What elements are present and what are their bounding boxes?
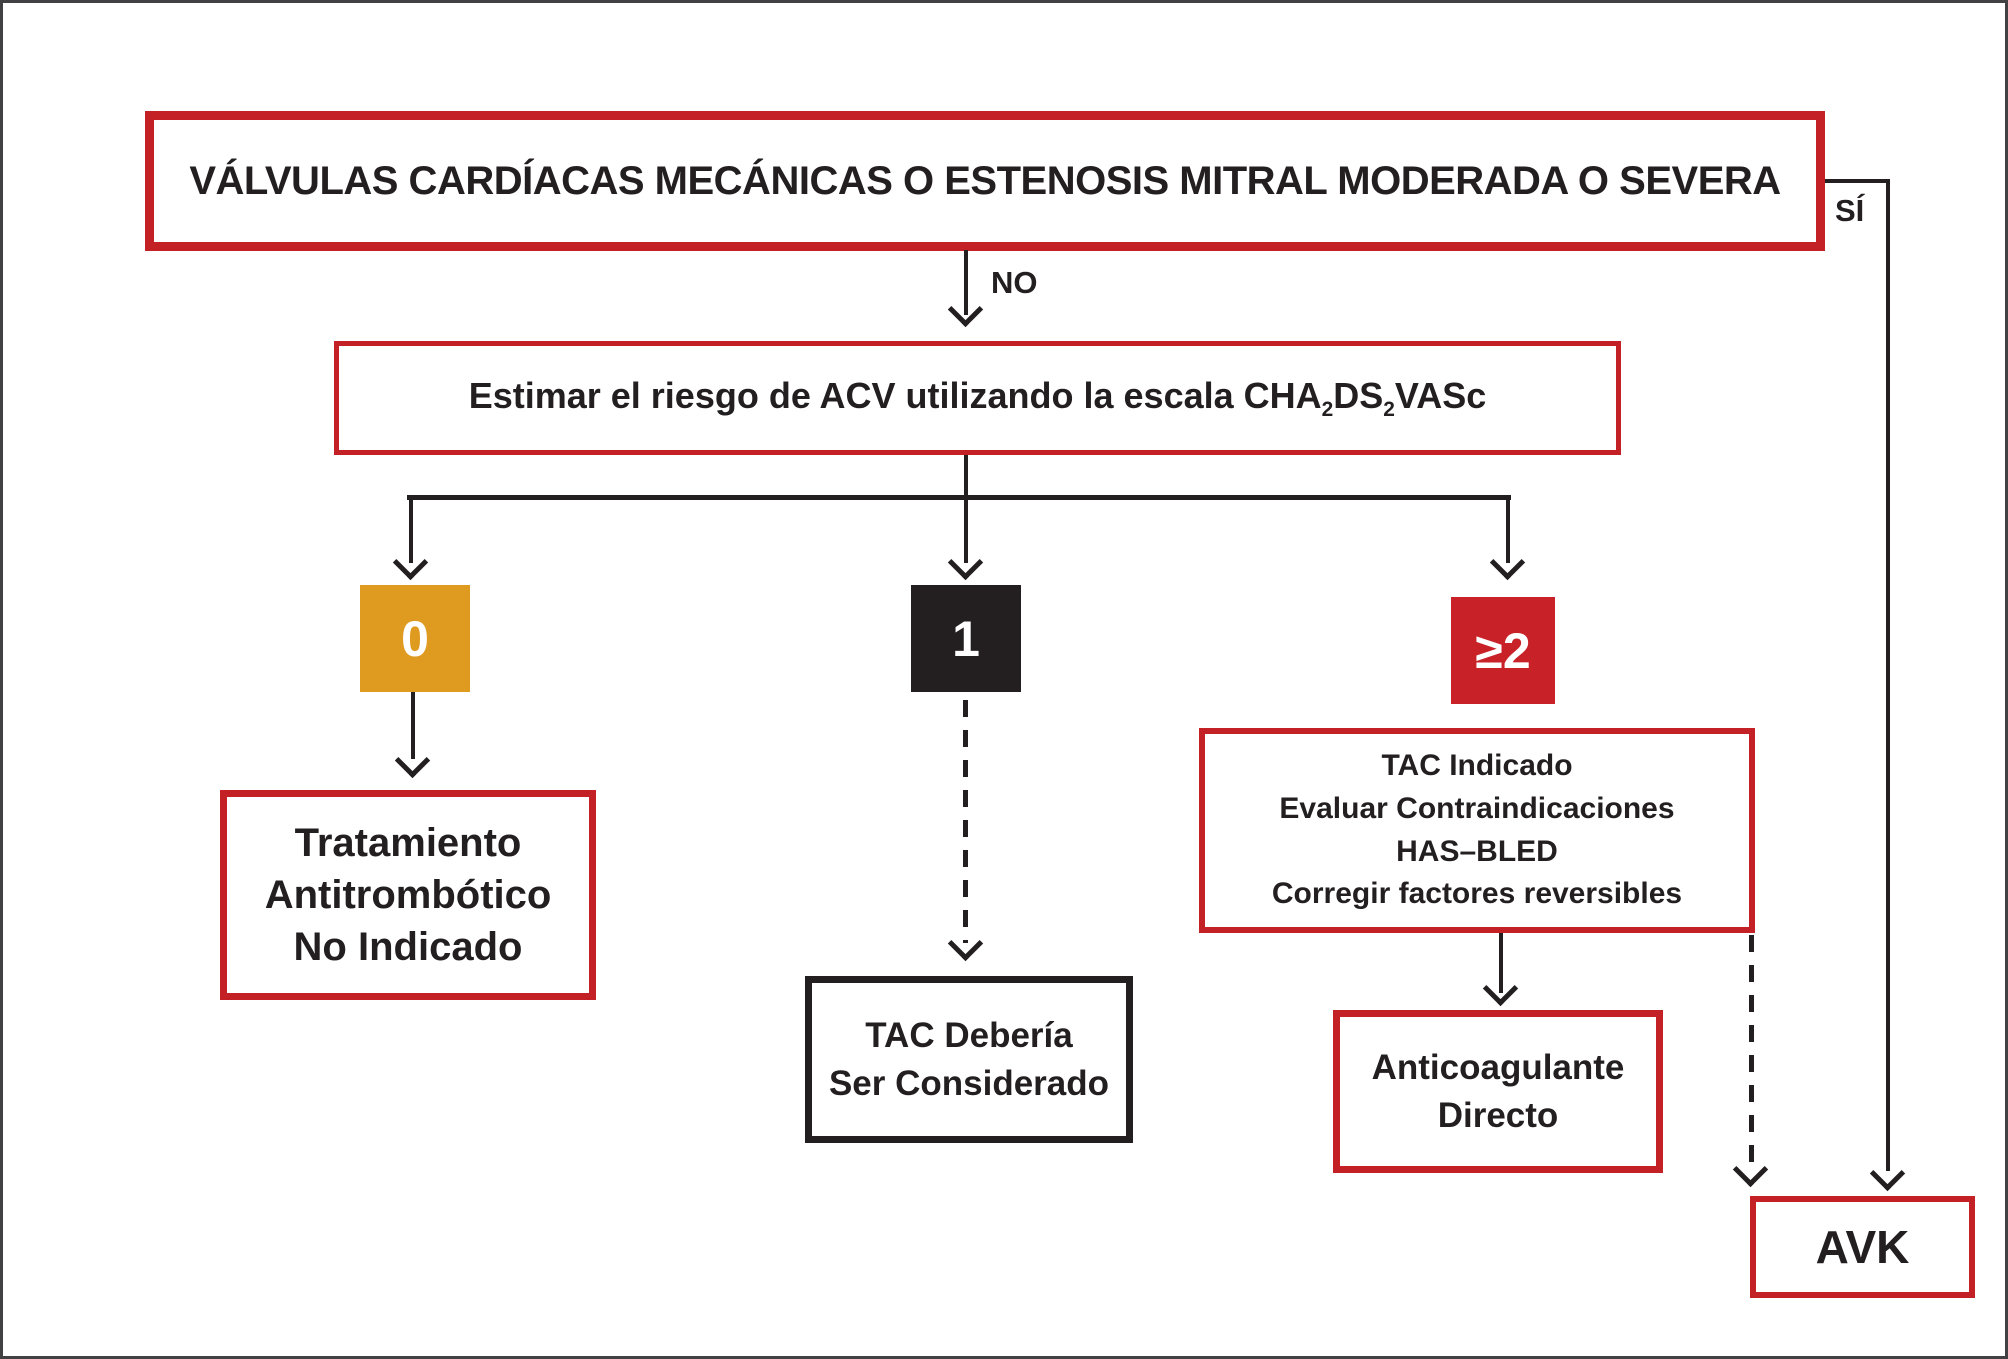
node-tratamiento-line1: Tratamiento: [294, 821, 522, 865]
node-estimar-label: Estimar el riesgo de ACV utilizando la escala $CHA_2DS_2VASc$: [468, 374, 1487, 421]
node-estimar: [334, 341, 1621, 455]
node-tac-deberia: [805, 976, 1133, 1143]
edge-score1-dashed-line: [963, 700, 968, 943]
node-tac-deberia-line2: Ser Considerado: [828, 1063, 1110, 1103]
edge-branch-right-arrowhead-icon: [1490, 545, 1525, 580]
edge-tacindicado-arrowhead-icon: [1483, 971, 1518, 1006]
node-avk-label: AVK: [1815, 1221, 1910, 1273]
node-tac-indicado: [1199, 728, 1755, 933]
edge-no-arrowhead-icon: [948, 292, 983, 327]
node-score-1-label: 1: [952, 610, 980, 667]
node-score-1: [911, 585, 1021, 692]
node-avk: [1750, 1196, 1975, 1298]
edge-score1-arrowhead-icon: [948, 926, 983, 961]
node-score-0: [360, 585, 470, 692]
edge-tacindicado-avk-arrowhead-icon: [1733, 1152, 1768, 1187]
node-score-2: [1451, 597, 1555, 704]
node-tratamiento-line2: Antitrombótico: [264, 873, 552, 917]
node-anticoagulante-line1: Anticoagulante: [1371, 1048, 1625, 1088]
node-tac-indicado-line2: Evaluar Contraindicaciones: [1279, 791, 1675, 825]
edge-branch-left-arrowhead-icon: [393, 545, 428, 580]
edge-si-horizontal-line: [1825, 179, 1890, 183]
edge-no-label: NO: [991, 265, 1038, 300]
node-valvulas-label: VÁLVULAS CARDÍACAS MECÁNICAS O ESTENOSIS MITRAL MODERADA O SEVERA: [189, 158, 1781, 203]
node-tratamiento: [220, 790, 596, 1000]
edge-si-arrowhead-icon: [1870, 1156, 1905, 1191]
node-tac-indicado-line1: TAC Indicado: [1381, 749, 1573, 783]
edge-score0-arrowhead-icon: [395, 743, 430, 778]
node-anticoagulante-line2: Directo: [1437, 1095, 1559, 1135]
node-score-2-label: ≥2: [1475, 622, 1531, 679]
node-tac-indicado-line3: HAS–BLED: [1396, 834, 1558, 868]
node-tac-indicado-line4: Corregir factores reversibles: [1271, 877, 1683, 911]
edge-branch-horizontal-bar: [407, 495, 1511, 500]
edge-tacindicado-avk-dashed-line: [1749, 935, 1754, 1165]
edge-si-label: SÍ: [1835, 193, 1865, 228]
edge-branch-center-arrowhead-icon: [948, 545, 983, 580]
edge-si-vertical-line: [1886, 179, 1890, 1171]
node-tratamiento-line3: No Indicado: [293, 925, 523, 969]
node-score-0-label: 0: [401, 610, 429, 667]
node-anticoagulante: [1333, 1010, 1663, 1173]
node-tac-deberia-line1: TAC Debería: [865, 1016, 1073, 1056]
node-valvulas: [145, 111, 1825, 251]
